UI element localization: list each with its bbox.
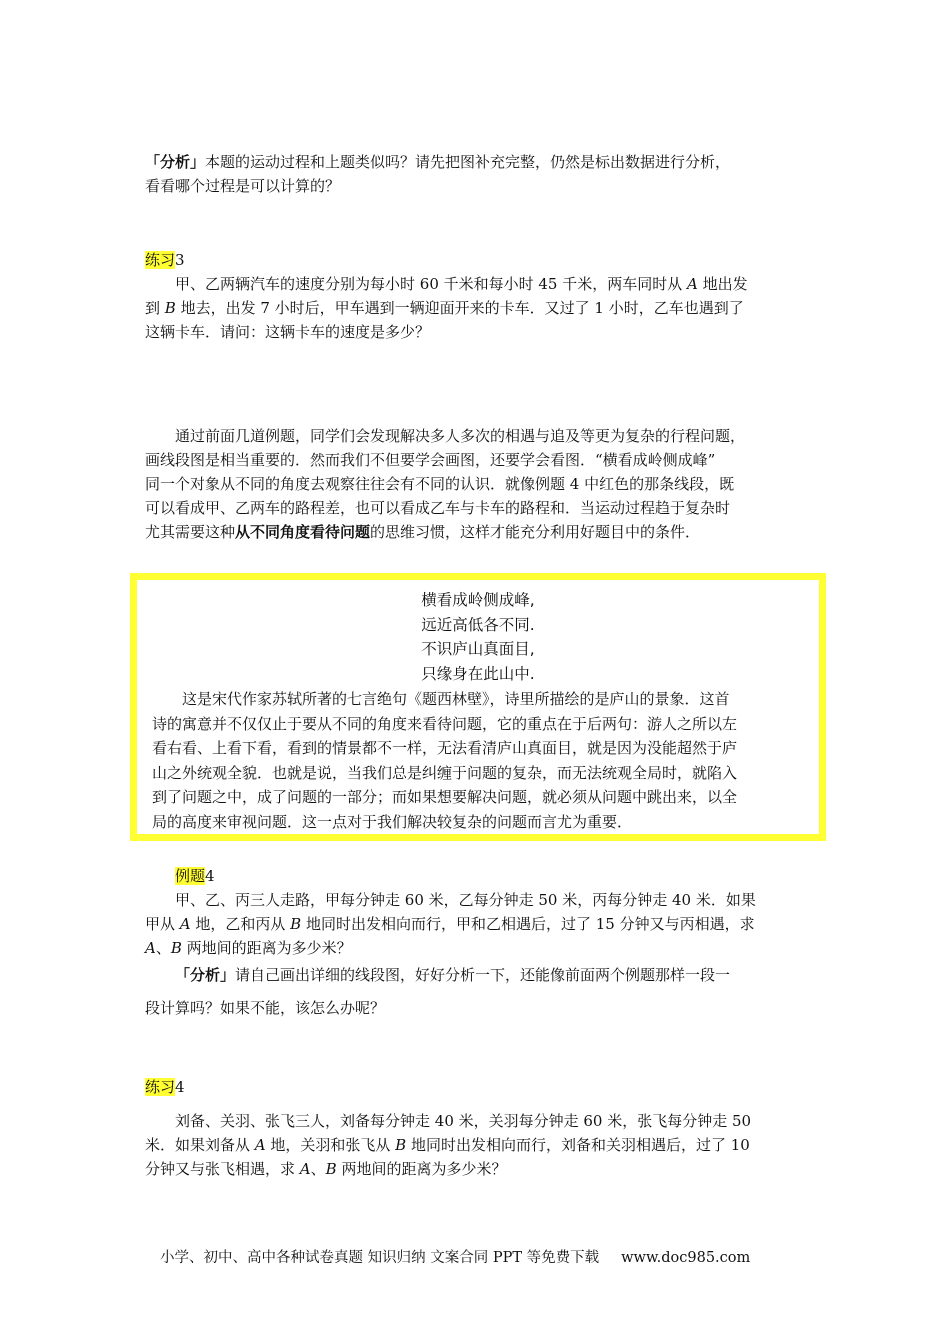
paragraph-line: 诗的寓意并不仅仅止于要从不同的角度来看待问题，它的重点在于后两句：游人之所以左: [152, 714, 738, 733]
paragraph-line: 通过前面几道例题，同学们会发现解决多人多次的相遇与追及等更为复杂的行程问题，: [175, 427, 746, 445]
problem-line: 到 B 地去，出发 7 小时后，甲车遇到一辆迎面开来的卡车．又过了 1 小时，乙车也遇到了: [145, 299, 744, 317]
page-footer: [160, 1246, 750, 1267]
analysis-line: 段计算吗？如果不能，该怎么办呢？: [145, 999, 386, 1017]
paragraph-line: 可以看成甲、乙两车的路程差，也可以看成乙车与卡车的路程和．当运动过程趋于复杂时: [145, 499, 731, 517]
paragraph-line: 山之外统观全貌．也就是说，当我们总是纠缠于问题的复杂，而无法统观全局时，就陷入: [152, 763, 738, 782]
practice-3-section: [145, 248, 805, 344]
footer-text: 小学、初中、高中各种试卷真题 知识归纳 文案合同 PPT 等免费下载: [160, 1250, 600, 1266]
poem-line: 只缘身在此山中.: [421, 664, 535, 683]
intro-paragraph: [145, 424, 817, 544]
practice-3-title: 练习3: [145, 251, 185, 269]
paragraph-line: 同一个对象从不同的角度去观察往往会有不同的认识．就像例题 4 中红色的那条线段，既: [145, 475, 735, 493]
paragraph-line: 这是宋代作家苏轼所著的七言绝句《题西林壁》，诗里所描绘的是庐山的景象．这首: [182, 690, 730, 708]
problem-line: 刘备、关羽、张飞三人，刘备每分钟走 40 米，关羽每分钟走 60 米，张飞每分钟走 50: [175, 1112, 752, 1130]
analysis-line: 「分析」请自己画出详细的线段图，好好分析一下，还能像前面两个例题那样一段一: [175, 966, 731, 984]
example-4-section: [145, 864, 805, 1020]
practice-4-title: 练习4: [145, 1078, 185, 1096]
paragraph-line: 画线段图是相当重要的．然而我们不但要学会画图，还要学会看图．“横看成岭侧成峰”: [145, 451, 716, 469]
problem-line: 米．如果刘备从 A 地，关羽和张飞从 B 地同时出发相向而行，刘备和关羽相遇后，过了 10: [145, 1136, 750, 1154]
example-4-title: 例题4: [175, 867, 215, 885]
paragraph-line: 到了问题之中，成了问题的一部分；而如果想要解决问题，就必须从问题中跳出来，以全: [152, 788, 738, 806]
poem-line: 横看成岭侧成峰,: [421, 591, 535, 609]
problem-line: 甲、乙两辆汽车的速度分别为每小时 60 千米和每小时 45 千米，两车同时从 A 地出发: [175, 275, 748, 293]
problem-line: A、B 两地间的距离为多少米？: [145, 939, 352, 957]
paragraph-line: 局的高度来审视问题．这一点对于我们解决较复杂的问题而言尤为重要．: [152, 812, 633, 831]
analysis-line: 「分析」本题的运动过程和上题类似吗？请先把图补充完整，仍然是标出数据进行分析，: [145, 153, 731, 171]
problem-line: 这辆卡车．请问：这辆卡车的速度是多少？: [145, 323, 431, 341]
problem-line: 甲从 A 地，乙和丙从 B 地同时出发相向而行，甲和乙相遇后，过了 15 分钟又与丙相遇，求: [145, 915, 755, 933]
footer-url[interactable]: www.doc985.com: [621, 1250, 751, 1266]
poem: [137, 588, 819, 686]
analysis-line: 看看哪个过程是可以计算的？: [145, 177, 341, 195]
problem-line: 分钟又与张飞相遇，求 A、B 两地间的距离为多少米？: [145, 1160, 507, 1178]
analysis-section: [145, 150, 805, 198]
poem-line: 远近高低各不同.: [421, 615, 535, 634]
problem-line: 甲、乙、丙三人走路，甲每分钟走 60 米，乙每分钟走 50 米，丙每分钟走 40 米．如果: [175, 891, 756, 909]
poem-explanation: [152, 687, 812, 834]
paragraph-line: 尤其需要这种从不同角度看待问题的思维习惯，这样才能充分利用好题目中的条件．: [145, 523, 701, 541]
analysis-label: 「分析」: [175, 966, 236, 984]
practice-4-section: [145, 1075, 805, 1181]
analysis-label: 「分析」: [145, 153, 206, 171]
paragraph-line: 看右看、上看下看，看到的情景都不一样，无法看清庐山真面目，就是因为没能超然于庐: [152, 739, 738, 757]
emphasis-text: 从不同角度看待问题: [235, 523, 371, 541]
poem-callout-box: [130, 573, 826, 841]
poem-line: 不识庐山真面目,: [421, 640, 535, 658]
